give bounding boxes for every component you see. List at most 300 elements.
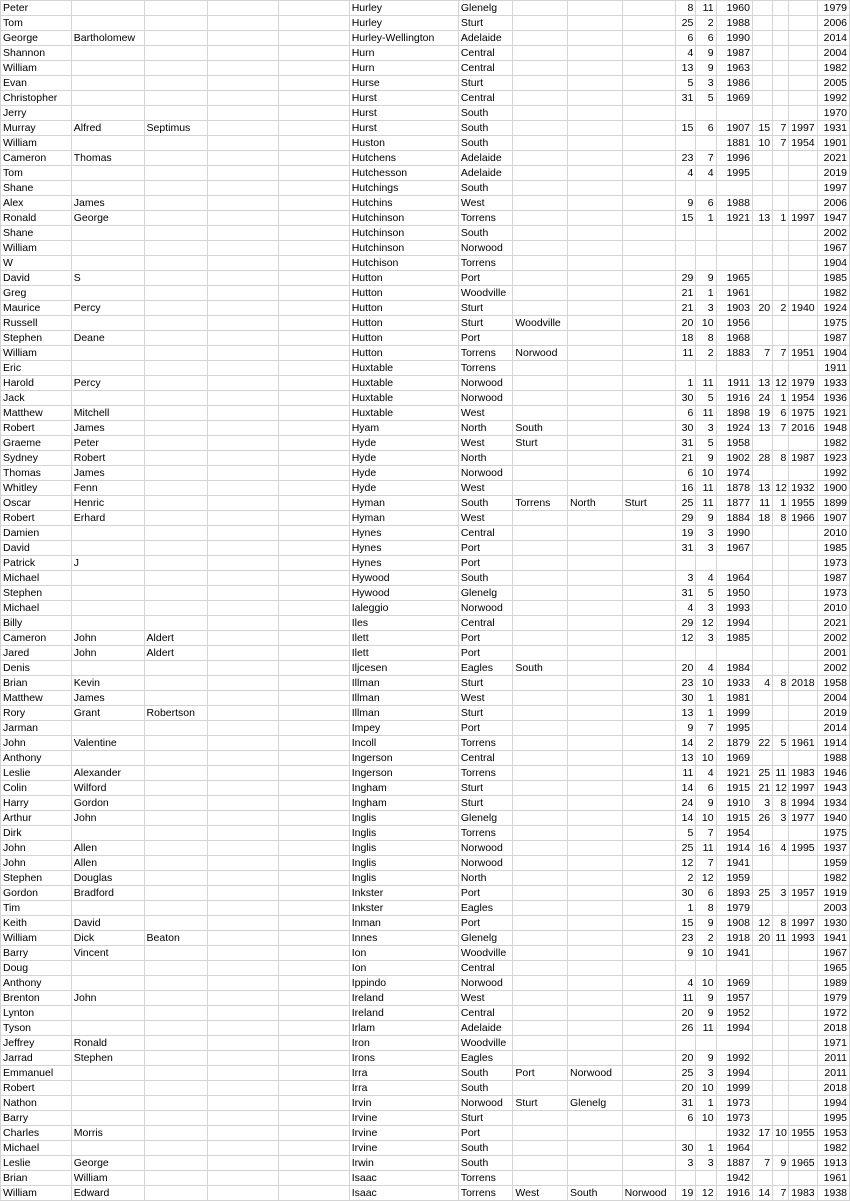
table-cell[interactable] [513, 1126, 568, 1141]
table-cell[interactable] [752, 361, 772, 376]
table-cell[interactable]: 12 [696, 871, 716, 886]
table-cell[interactable] [144, 76, 208, 91]
table-cell[interactable]: South [458, 136, 513, 151]
table-cell[interactable]: 21 [676, 301, 696, 316]
table-cell[interactable]: 1969 [716, 91, 752, 106]
table-cell[interactable] [752, 241, 772, 256]
table-cell[interactable]: Hutchens [349, 151, 458, 166]
table-cell[interactable] [278, 586, 349, 601]
table-cell[interactable] [789, 691, 817, 706]
table-cell[interactable]: Incoll [349, 736, 458, 751]
table-cell[interactable]: 1994 [716, 1066, 752, 1081]
table-cell[interactable]: Morris [71, 1126, 144, 1141]
table-cell[interactable]: 1988 [716, 196, 752, 211]
table-cell[interactable] [696, 361, 716, 376]
table-cell[interactable]: 1973 [817, 556, 849, 571]
table-cell[interactable]: Wilford [71, 781, 144, 796]
table-cell[interactable]: Hurley [349, 16, 458, 31]
table-cell[interactable] [789, 1021, 817, 1036]
table-cell[interactable] [513, 1006, 568, 1021]
table-cell[interactable] [622, 1126, 676, 1141]
table-cell[interactable]: Erhard [71, 511, 144, 526]
table-cell[interactable] [789, 286, 817, 301]
table-cell[interactable] [752, 856, 772, 871]
table-cell[interactable]: William [1, 931, 72, 946]
table-cell[interactable] [568, 436, 623, 451]
table-cell[interactable] [789, 961, 817, 976]
table-cell[interactable]: 5 [773, 736, 789, 751]
table-cell[interactable]: 1884 [716, 511, 752, 526]
table-cell[interactable]: Tom [1, 166, 72, 181]
table-cell[interactable] [622, 466, 676, 481]
table-cell[interactable]: 11 [773, 766, 789, 781]
table-cell[interactable]: 1975 [817, 316, 849, 331]
table-cell[interactable] [568, 946, 623, 961]
table-cell[interactable]: 13 [676, 751, 696, 766]
table-cell[interactable] [568, 586, 623, 601]
table-cell[interactable] [208, 421, 279, 436]
table-cell[interactable]: 29 [676, 616, 696, 631]
table-cell[interactable] [622, 616, 676, 631]
table-cell[interactable] [622, 481, 676, 496]
table-cell[interactable] [513, 1081, 568, 1096]
table-cell[interactable] [278, 1006, 349, 1021]
table-cell[interactable]: 1 [696, 1141, 716, 1156]
table-cell[interactable]: 1969 [716, 976, 752, 991]
table-cell[interactable]: 1963 [716, 61, 752, 76]
table-cell[interactable] [789, 586, 817, 601]
table-cell[interactable]: 1996 [716, 151, 752, 166]
table-cell[interactable]: Bartholomew [71, 31, 144, 46]
table-cell[interactable]: 1 [696, 706, 716, 721]
table-cell[interactable] [716, 181, 752, 196]
table-cell[interactable] [208, 526, 279, 541]
table-cell[interactable] [568, 241, 623, 256]
table-cell[interactable]: Leslie [1, 1156, 72, 1171]
table-cell[interactable]: 1907 [716, 121, 752, 136]
table-cell[interactable] [208, 511, 279, 526]
table-cell[interactable] [752, 751, 772, 766]
table-cell[interactable] [622, 31, 676, 46]
table-cell[interactable]: Barry [1, 946, 72, 961]
table-cell[interactable]: 1957 [716, 991, 752, 1006]
table-cell[interactable] [208, 886, 279, 901]
table-cell[interactable] [278, 46, 349, 61]
table-cell[interactable] [513, 766, 568, 781]
table-cell[interactable] [208, 796, 279, 811]
table-cell[interactable]: 3 [696, 631, 716, 646]
table-cell[interactable]: West [458, 196, 513, 211]
table-cell[interactable] [622, 106, 676, 121]
table-cell[interactable] [278, 241, 349, 256]
table-cell[interactable]: Robertson [144, 706, 208, 721]
table-cell[interactable]: Harold [1, 376, 72, 391]
table-cell[interactable] [568, 1126, 623, 1141]
table-cell[interactable]: 12 [752, 916, 772, 931]
table-cell[interactable] [789, 571, 817, 586]
table-cell[interactable]: 9 [676, 196, 696, 211]
table-cell[interactable] [773, 361, 789, 376]
table-cell[interactable] [622, 961, 676, 976]
table-cell[interactable] [208, 241, 279, 256]
table-cell[interactable] [622, 691, 676, 706]
table-cell[interactable]: 30 [676, 1141, 696, 1156]
table-cell[interactable]: 1 [676, 901, 696, 916]
table-cell[interactable] [71, 1096, 144, 1111]
table-cell[interactable] [622, 76, 676, 91]
table-cell[interactable] [789, 661, 817, 676]
table-cell[interactable] [208, 31, 279, 46]
table-cell[interactable]: 3 [752, 796, 772, 811]
table-cell[interactable]: 3 [773, 886, 789, 901]
table-cell[interactable] [568, 901, 623, 916]
table-cell[interactable] [773, 1171, 789, 1186]
table-cell[interactable]: 1985 [817, 541, 849, 556]
table-cell[interactable] [513, 571, 568, 586]
table-cell[interactable]: 26 [752, 811, 772, 826]
table-cell[interactable] [568, 766, 623, 781]
table-cell[interactable]: 1953 [817, 1126, 849, 1141]
table-cell[interactable]: 29 [676, 511, 696, 526]
table-cell[interactable]: Ippindo [349, 976, 458, 991]
table-cell[interactable] [716, 256, 752, 271]
table-cell[interactable]: 2 [773, 301, 789, 316]
table-cell[interactable]: 30 [676, 691, 696, 706]
table-cell[interactable]: South [458, 106, 513, 121]
table-cell[interactable]: 2004 [817, 691, 849, 706]
table-cell[interactable] [71, 751, 144, 766]
table-cell[interactable] [568, 361, 623, 376]
table-cell[interactable] [622, 661, 676, 676]
table-cell[interactable]: North [458, 871, 513, 886]
table-cell[interactable] [568, 886, 623, 901]
table-cell[interactable]: 1924 [817, 301, 849, 316]
table-cell[interactable] [208, 466, 279, 481]
table-cell[interactable] [513, 1171, 568, 1186]
table-cell[interactable]: Shannon [1, 46, 72, 61]
table-cell[interactable]: 6 [676, 31, 696, 46]
table-cell[interactable]: Allen [71, 841, 144, 856]
table-cell[interactable] [752, 991, 772, 1006]
table-cell[interactable] [773, 556, 789, 571]
table-cell[interactable] [622, 271, 676, 286]
table-cell[interactable] [773, 631, 789, 646]
table-cell[interactable] [208, 961, 279, 976]
table-cell[interactable] [208, 1, 279, 16]
table-cell[interactable] [513, 451, 568, 466]
table-cell[interactable]: 2019 [817, 166, 849, 181]
table-cell[interactable]: Sydney [1, 451, 72, 466]
table-cell[interactable]: 1982 [817, 871, 849, 886]
table-cell[interactable]: 8 [773, 796, 789, 811]
table-cell[interactable] [622, 871, 676, 886]
table-cell[interactable] [622, 991, 676, 1006]
table-cell[interactable]: West [458, 511, 513, 526]
table-cell[interactable]: Irra [349, 1081, 458, 1096]
table-cell[interactable] [752, 196, 772, 211]
table-cell[interactable] [789, 991, 817, 1006]
table-cell[interactable] [773, 271, 789, 286]
table-cell[interactable] [696, 961, 716, 976]
table-cell[interactable] [773, 856, 789, 871]
table-cell[interactable]: West [458, 481, 513, 496]
table-cell[interactable]: 1943 [817, 781, 849, 796]
table-cell[interactable]: John [1, 736, 72, 751]
table-cell[interactable] [622, 346, 676, 361]
table-cell[interactable]: 11 [752, 496, 772, 511]
table-cell[interactable] [773, 646, 789, 661]
table-cell[interactable] [144, 196, 208, 211]
table-cell[interactable]: Robert [1, 1081, 72, 1096]
table-cell[interactable]: Norwood [568, 1066, 623, 1081]
table-cell[interactable]: 1979 [716, 901, 752, 916]
table-cell[interactable] [513, 481, 568, 496]
table-cell[interactable]: 1965 [789, 1156, 817, 1171]
table-cell[interactable] [144, 166, 208, 181]
table-cell[interactable]: 1995 [789, 841, 817, 856]
table-cell[interactable]: South [458, 1156, 513, 1171]
table-cell[interactable]: 11 [676, 991, 696, 1006]
table-cell[interactable]: 1914 [716, 841, 752, 856]
table-cell[interactable] [716, 241, 752, 256]
table-cell[interactable] [773, 1081, 789, 1096]
table-cell[interactable] [622, 151, 676, 166]
table-cell[interactable]: Percy [71, 301, 144, 316]
table-cell[interactable]: Hurst [349, 121, 458, 136]
table-cell[interactable]: Sturt [458, 676, 513, 691]
table-cell[interactable] [789, 466, 817, 481]
table-cell[interactable]: 2021 [817, 151, 849, 166]
table-cell[interactable] [278, 736, 349, 751]
table-cell[interactable]: Norwood [458, 841, 513, 856]
table-cell[interactable] [676, 181, 696, 196]
table-cell[interactable] [622, 1096, 676, 1111]
table-cell[interactable]: George [71, 1156, 144, 1171]
table-cell[interactable] [752, 631, 772, 646]
table-cell[interactable]: Vincent [71, 946, 144, 961]
table-cell[interactable]: Port [458, 271, 513, 286]
table-cell[interactable] [568, 76, 623, 91]
table-cell[interactable]: 1983 [789, 1186, 817, 1201]
table-cell[interactable]: Matthew [1, 406, 72, 421]
table-cell[interactable]: 1934 [817, 796, 849, 811]
table-cell[interactable]: 10 [696, 316, 716, 331]
table-cell[interactable] [208, 151, 279, 166]
table-cell[interactable] [278, 901, 349, 916]
table-cell[interactable] [622, 826, 676, 841]
table-cell[interactable]: Illman [349, 706, 458, 721]
table-cell[interactable]: 6 [696, 121, 716, 136]
table-cell[interactable] [278, 61, 349, 76]
table-cell[interactable]: 1911 [716, 376, 752, 391]
table-cell[interactable]: Hyman [349, 511, 458, 526]
table-cell[interactable] [144, 841, 208, 856]
table-cell[interactable] [278, 661, 349, 676]
table-cell[interactable]: James [71, 196, 144, 211]
table-cell[interactable] [513, 856, 568, 871]
table-cell[interactable] [773, 181, 789, 196]
table-cell[interactable]: 14 [676, 811, 696, 826]
table-cell[interactable] [568, 151, 623, 166]
table-cell[interactable] [278, 946, 349, 961]
table-cell[interactable]: 3 [696, 1156, 716, 1171]
table-cell[interactable]: 1932 [716, 1126, 752, 1141]
table-cell[interactable]: 4 [773, 841, 789, 856]
table-cell[interactable] [622, 886, 676, 901]
table-cell[interactable]: Oscar [1, 496, 72, 511]
table-cell[interactable]: 23 [676, 676, 696, 691]
table-cell[interactable]: 20 [676, 316, 696, 331]
table-cell[interactable] [568, 46, 623, 61]
table-cell[interactable] [752, 271, 772, 286]
table-cell[interactable] [144, 361, 208, 376]
table-cell[interactable]: Hyde [349, 481, 458, 496]
table-cell[interactable] [773, 1096, 789, 1111]
table-cell[interactable]: 16 [752, 841, 772, 856]
table-cell[interactable] [278, 16, 349, 31]
table-cell[interactable] [513, 991, 568, 1006]
table-cell[interactable]: 13 [752, 481, 772, 496]
table-cell[interactable]: Ilett [349, 646, 458, 661]
table-cell[interactable] [752, 16, 772, 31]
table-cell[interactable] [568, 541, 623, 556]
table-cell[interactable] [513, 706, 568, 721]
table-cell[interactable] [622, 226, 676, 241]
table-cell[interactable] [71, 616, 144, 631]
table-cell[interactable]: 9 [696, 511, 716, 526]
table-cell[interactable] [773, 166, 789, 181]
table-cell[interactable]: 2018 [817, 1021, 849, 1036]
table-cell[interactable] [278, 1066, 349, 1081]
table-cell[interactable]: 2010 [817, 601, 849, 616]
table-cell[interactable]: Michael [1, 571, 72, 586]
table-cell[interactable] [568, 1051, 623, 1066]
table-cell[interactable]: Norwood [458, 1096, 513, 1111]
table-cell[interactable]: 1971 [817, 1036, 849, 1051]
table-cell[interactable]: 1997 [789, 781, 817, 796]
table-cell[interactable]: 3 [696, 541, 716, 556]
table-cell[interactable]: Sturt [458, 781, 513, 796]
table-cell[interactable]: 1997 [789, 916, 817, 931]
table-cell[interactable] [71, 91, 144, 106]
table-cell[interactable] [622, 541, 676, 556]
table-cell[interactable]: 1901 [817, 136, 849, 151]
table-cell[interactable]: Glenelg [568, 1096, 623, 1111]
table-cell[interactable] [752, 331, 772, 346]
table-cell[interactable]: 12 [773, 481, 789, 496]
table-cell[interactable] [752, 526, 772, 541]
table-cell[interactable]: North [458, 421, 513, 436]
table-cell[interactable]: West [513, 1186, 568, 1201]
table-cell[interactable] [278, 766, 349, 781]
table-cell[interactable] [568, 196, 623, 211]
table-cell[interactable] [696, 106, 716, 121]
table-cell[interactable] [789, 1081, 817, 1096]
table-cell[interactable]: Sturt [458, 76, 513, 91]
table-cell[interactable]: John [71, 811, 144, 826]
table-cell[interactable] [752, 901, 772, 916]
table-cell[interactable]: 11 [696, 406, 716, 421]
table-cell[interactable]: 5 [696, 391, 716, 406]
table-cell[interactable] [278, 316, 349, 331]
table-cell[interactable] [773, 721, 789, 736]
table-cell[interactable]: 1904 [817, 256, 849, 271]
table-cell[interactable] [773, 1, 789, 16]
table-cell[interactable]: South [513, 661, 568, 676]
table-cell[interactable]: William [1, 346, 72, 361]
table-cell[interactable] [789, 76, 817, 91]
table-cell[interactable]: Woodville [513, 316, 568, 331]
table-cell[interactable]: Irra [349, 1066, 458, 1081]
table-cell[interactable] [513, 1051, 568, 1066]
table-cell[interactable]: 1 [773, 496, 789, 511]
table-cell[interactable] [773, 661, 789, 676]
table-cell[interactable] [513, 106, 568, 121]
table-cell[interactable]: 25 [676, 496, 696, 511]
table-cell[interactable] [144, 1, 208, 16]
table-cell[interactable] [144, 136, 208, 151]
table-cell[interactable] [752, 466, 772, 481]
table-cell[interactable] [208, 661, 279, 676]
table-cell[interactable]: 2005 [817, 76, 849, 91]
table-cell[interactable]: 1918 [716, 931, 752, 946]
table-cell[interactable]: Hynes [349, 526, 458, 541]
table-cell[interactable]: Irvin [349, 1096, 458, 1111]
table-cell[interactable] [71, 256, 144, 271]
table-cell[interactable] [208, 316, 279, 331]
table-cell[interactable]: 6 [696, 886, 716, 901]
table-cell[interactable] [513, 1, 568, 16]
table-cell[interactable]: 4 [676, 976, 696, 991]
table-cell[interactable]: 1959 [716, 871, 752, 886]
table-cell[interactable]: Peter [71, 436, 144, 451]
table-cell[interactable] [208, 1111, 279, 1126]
table-cell[interactable] [696, 181, 716, 196]
table-cell[interactable]: 21 [676, 286, 696, 301]
table-cell[interactable] [208, 1171, 279, 1186]
table-cell[interactable]: Iljcesen [349, 661, 458, 676]
table-cell[interactable]: 3 [696, 421, 716, 436]
table-cell[interactable] [773, 706, 789, 721]
table-cell[interactable]: 25 [676, 1066, 696, 1081]
table-cell[interactable] [278, 871, 349, 886]
table-cell[interactable] [752, 106, 772, 121]
table-cell[interactable] [278, 961, 349, 976]
table-cell[interactable]: William [1, 61, 72, 76]
table-cell[interactable] [278, 931, 349, 946]
table-cell[interactable]: Harry [1, 796, 72, 811]
table-cell[interactable]: Port [458, 631, 513, 646]
table-cell[interactable]: 1990 [716, 31, 752, 46]
table-cell[interactable]: Ion [349, 961, 458, 976]
table-cell[interactable]: Hutton [349, 331, 458, 346]
table-cell[interactable]: Jack [1, 391, 72, 406]
table-cell[interactable]: 19 [676, 526, 696, 541]
table-cell[interactable]: 5 [676, 826, 696, 841]
table-cell[interactable] [752, 1081, 772, 1096]
table-cell[interactable]: Jared [1, 646, 72, 661]
table-cell[interactable]: 2 [696, 931, 716, 946]
table-cell[interactable] [752, 556, 772, 571]
table-cell[interactable] [622, 376, 676, 391]
table-cell[interactable] [789, 166, 817, 181]
table-cell[interactable] [144, 946, 208, 961]
table-cell[interactable] [568, 421, 623, 436]
table-cell[interactable] [622, 1036, 676, 1051]
table-cell[interactable] [568, 451, 623, 466]
table-cell[interactable]: 1979 [789, 376, 817, 391]
table-cell[interactable] [676, 256, 696, 271]
